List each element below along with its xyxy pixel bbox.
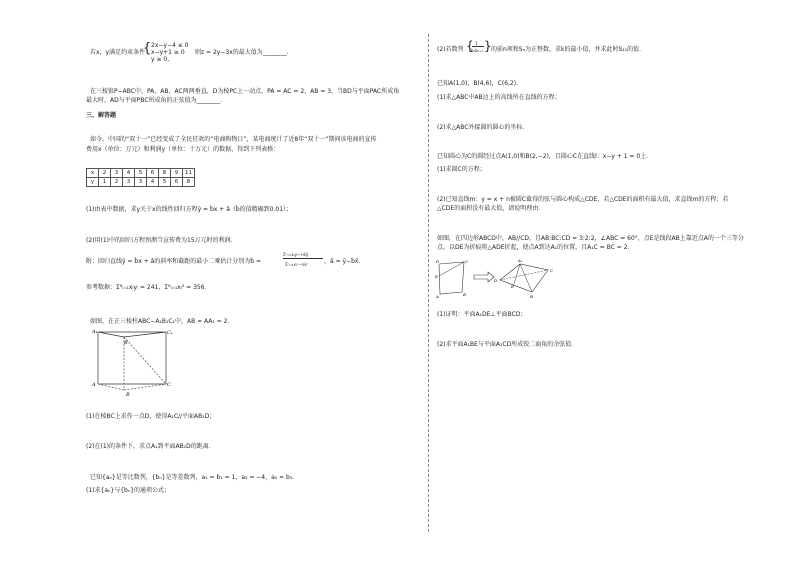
table-cell: 8 <box>159 169 171 178</box>
table-cell: 11 <box>183 169 195 178</box>
folding-figure <box>434 256 564 300</box>
label-D: D <box>436 259 440 264</box>
table-cell: 8 <box>183 178 195 187</box>
reference-data: 参考数据：Σ⁸ᵢ₌₁xᵢyᵢ = 241，Σ⁸ᵢ₌₁xᵢ² = 356． <box>86 284 211 291</box>
constraint: y ≥ 0, <box>151 56 170 63</box>
table-cell: 3 <box>111 169 123 178</box>
table-cell: 5 <box>135 169 147 178</box>
question-text: 则z = 2y−3x的最大值为________. <box>195 49 289 56</box>
data-table <box>86 168 195 187</box>
sub-question: (2)求平面A₁BE与平面A₁CD所成锐二面角的余弦值． <box>437 341 578 348</box>
sub-question: (1)求△ABC中AB边上的高线所在直线的方程； <box>437 94 561 101</box>
table-row <box>87 169 195 178</box>
table-cell: 3 <box>135 178 147 187</box>
label-C: C <box>550 268 554 273</box>
label-C1: C₁ <box>167 330 173 336</box>
constraint: 2x−y−4 ≤ 0 <box>151 42 189 49</box>
formula-text: 附：回归直线ŷ = b̂x + â的斜率和截距的最小二乘估计分别为b̂ = <box>86 258 262 265</box>
sub-question: (2)若数列 <box>437 46 464 53</box>
label-A: A <box>92 382 96 388</box>
table-cell: 4 <box>123 169 135 178</box>
sub-question: (2)在(1)的条件下，求点A₁到平面AB₁D的距离． <box>86 443 215 450</box>
sub-question: (2)用(1)中的回归方程预测当宣传费为15万元时的利润． <box>86 237 237 244</box>
question-text: 若x，y满足约束条件 <box>90 49 146 56</box>
formula-denominator: Σⁿᵢ₌₁xᵢ²−nx̄² <box>285 262 309 267</box>
question-text: 点，以DE为折痕将△ADE折起，使点A到达A₁的位置，且A₁C = BC = 2． <box>437 244 634 251</box>
table-cell: 6 <box>171 178 183 187</box>
sub-question: (1)求{aₙ}与{bₙ}的通项公式； <box>86 487 171 494</box>
question-text: 费用x（单位：万元）和利润y（单位：十万元）的数据，得到下列表格： <box>86 146 280 153</box>
label-B: B <box>463 292 466 297</box>
question-text: 在三棱锥P−ABC中，PA，AB，AC两两垂直，D为棱PC上一动点，PA = AC = 2，AB = 3，当BD与平面PAC所成角 <box>90 88 400 95</box>
sub-question: (2)已知直线m：y = x + n被圆C截得的弦与圆心构成△CDE，若△CDE的面积有最大值，求直线m的方程；若 <box>437 196 729 203</box>
constraint: x−y+1 ≥ 0 <box>151 49 185 56</box>
sub-question: (2)求△ABC外接圆的圆心的坐标． <box>437 124 529 131</box>
label-A: A <box>436 294 439 299</box>
formula-text: ，â = ȳ−b̂x̄． <box>324 258 365 265</box>
label-C: C <box>465 259 469 264</box>
table-cell: 9 <box>171 169 183 178</box>
table-cell: 6 <box>147 169 159 178</box>
sub-question: (1)在棱BC上求作一点D，使得A₁C//平面AB₁D； <box>86 413 216 420</box>
question-text: 如今，中国的“双十一”已经变成了全民狂欢的“电商购物日”，某电商统计了近8年“双十一”期间该电商的宣传 <box>90 136 377 143</box>
label-B1: B <box>124 340 128 346</box>
label-A1: A₁ <box>518 258 523 263</box>
fraction-denominator: bₙbₙ₊₁ <box>471 48 483 53</box>
brace-symbol: { <box>466 39 474 53</box>
sub-question: (1)求圆C的方程； <box>437 166 486 173</box>
question-text: 最大时，AD与平面PBC所成角的正弦值为________. <box>86 97 223 104</box>
table-cell: 5 <box>159 178 171 187</box>
table-cell: 1 <box>99 178 111 187</box>
sub-question: (1)由表中数据，求y关于x的线性回归方程ŷ = b̂x + â（b̂的值精确到0.01）； <box>86 206 293 213</box>
label-B: B <box>530 294 533 299</box>
section-title: 三、解答题 <box>86 112 117 119</box>
sub-question: △CDE的面积没有最大值，请说明理由． <box>437 205 545 212</box>
fraction-bar <box>472 46 484 47</box>
label-D: D <box>494 278 498 283</box>
arrow-icon <box>474 272 494 282</box>
table-row <box>87 178 195 187</box>
table-cell: x <box>87 169 99 178</box>
label-A1: A₁ <box>92 329 98 335</box>
table-cell: 2 <box>99 169 111 178</box>
fraction-numerator: 1 <box>475 41 478 46</box>
table-cell: 3 <box>123 178 135 187</box>
brace-symbol: { <box>143 41 152 56</box>
question-text: 如图，在四边形ABCD中，AB//CD，且AB:BC:CD = 3:2:2，∠ABC = 60°，点E是线段AB上靠近点A的一个三等分 <box>437 235 744 242</box>
sub-question: 的前n项和Sₙ为正整数，求k的最小值，并求此时S₂₁的值． <box>491 46 646 53</box>
fraction-bar <box>283 258 323 259</box>
label-B: B <box>126 392 130 398</box>
question-text: 已知圆心为C的圆经过点A(1,0)和B(2,−2)，且圆心C在直线l：x−y + 1 = 0上． <box>437 153 653 160</box>
column-divider <box>428 34 429 532</box>
label-E: E <box>511 284 514 289</box>
table-cell: 2 <box>111 178 123 187</box>
table-cell: y <box>87 178 99 187</box>
prism-figure <box>86 326 186 398</box>
question-text: 已知A(1,0)，B(4,6)，C(6,2)． <box>437 80 523 87</box>
label-C: C <box>167 382 171 388</box>
brace-symbol: } <box>484 39 492 53</box>
formula-numerator: Σⁿᵢ₌₁xᵢyᵢ−nx̄ȳ <box>283 252 309 257</box>
label-E: E <box>435 274 438 279</box>
question-text: 已知{aₙ}是等比数列，{bₙ}是等差数列，a₁ = b₁ = 1，a₃ = −4，a₅ = b₅． <box>90 474 299 481</box>
question-text: 如图，在正三棱柱ABC−A₁B₁C₁中，AB = AA₁ = 2． <box>90 318 234 325</box>
table-cell: 4 <box>147 178 159 187</box>
sub-question: (1)证明：平面A₁DE⊥平面BCD； <box>437 311 527 318</box>
